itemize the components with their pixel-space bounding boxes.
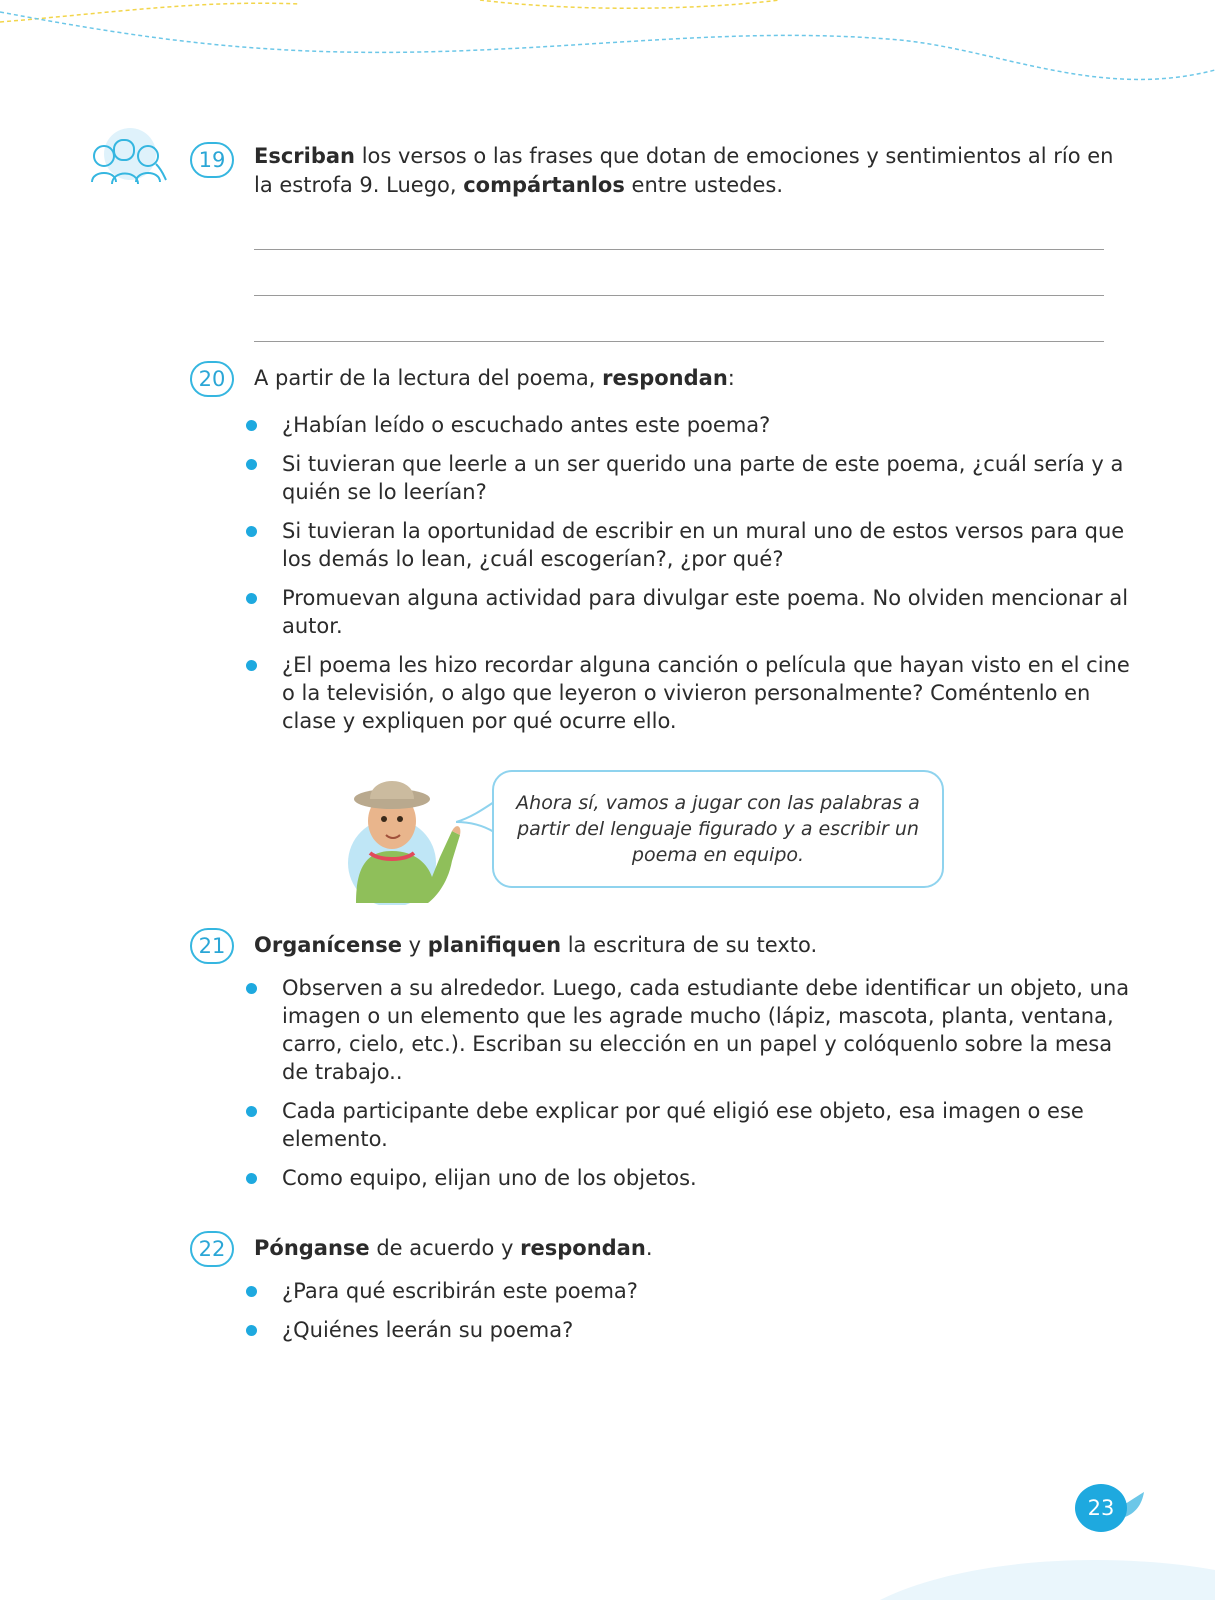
speech-bubble [492, 770, 944, 888]
prompt-text: la escritura de su texto. [561, 933, 818, 957]
prompt-verb: Organícense [254, 933, 402, 957]
prompt-text: entre ustedes. [624, 173, 784, 197]
prompt-verb: Pónganse [254, 1236, 370, 1260]
list-item: Cada participante debe explicar por qué eligió ese objeto, esa imagen o ese elemento. [246, 1097, 1135, 1153]
question-list [246, 1277, 1135, 1344]
question-list [246, 411, 1135, 735]
prompt-verb: Escriban [254, 144, 356, 168]
prompt-text: y [401, 933, 428, 957]
list-item: Si tuvieran que leerle a un ser querido una parte de este poema, ¿cuál sería y a quién se lo leerían? [246, 450, 1135, 506]
answer-line[interactable] [254, 204, 1104, 250]
prompt-text: de acuerdo y [369, 1236, 521, 1260]
prompt-text: A partir de la lectura del poema, [254, 366, 603, 390]
prompt-text: los versos o las frases que dotan de emociones y sentimientos al río en la estrofa 9. Luego, [254, 144, 1114, 197]
activity-22 [190, 1231, 1135, 1355]
top-wave-decoration [0, 0, 1215, 110]
list-item: ¿Quiénes leerán su poema? [246, 1316, 1135, 1344]
activity-number: 20 [190, 361, 234, 397]
activity-prompt [254, 361, 1135, 393]
activity-number: 22 [190, 1231, 234, 1267]
speech-bubble-text: Ahora sí, vamos a jugar con las palabras a partir del lenguaje figurado y a escribir un poema en equipo. [516, 792, 920, 866]
activity-20 [190, 361, 1135, 746]
group-of-students-icon [86, 128, 168, 188]
list-item: Observen a su alrededor. Luego, cada estudiante debe identificar un objeto, una imagen o un elemento que les agrade mucho (lápiz, mascota, planta, ventana, carro, cielo, etc.). Escriban su elección en un papel y colóquenlo sobre la mesa de trabajo.. [246, 974, 1135, 1086]
activity-prompt [254, 1231, 1135, 1263]
activity-number: 21 [190, 928, 234, 964]
answer-line[interactable] [254, 296, 1104, 342]
list-item: ¿Para qué escribirán este poema? [246, 1277, 1135, 1305]
list-item: ¿Habían leído o escuchado antes este poema? [246, 411, 1135, 439]
activity-prompt [254, 142, 1135, 200]
activity-21 [190, 928, 1135, 1203]
list-item: Promuevan alguna actividad para divulgar este poema. No olviden mencionar al autor. [246, 584, 1135, 640]
list-item: Como equipo, elijan uno de los objetos. [246, 1164, 1135, 1192]
instruction-list [246, 974, 1135, 1192]
prompt-verb: respondan [602, 366, 728, 390]
answer-lines [190, 204, 1135, 342]
activity-prompt [254, 928, 1135, 960]
list-item: ¿El poema les hizo recordar alguna canción o película que hayan visto en el cine o la televisión, o algo que leyeron o vivieron personalmente? Coméntenlo en clase y expliquen por qué ocurre ello. [246, 651, 1135, 735]
prompt-text: . [645, 1236, 653, 1260]
prompt-verb: respondan [520, 1236, 646, 1260]
bottom-wave-decoration [0, 1520, 1215, 1600]
list-item: Si tuvieran la oportunidad de escribir en un mural uno de estos versos para que los demás lo lean, ¿cuál escogerían?, ¿por qué? [246, 517, 1135, 573]
prompt-verb: planifiquen [427, 933, 562, 957]
activity-number: 19 [190, 142, 234, 178]
activity-19 [190, 142, 1135, 342]
page-number: 23 [1075, 1484, 1127, 1532]
speech-bubble-tail [456, 800, 496, 840]
answer-line[interactable] [254, 250, 1104, 296]
prompt-verb: compártanlos [463, 173, 625, 197]
prompt-text: : [727, 366, 735, 390]
